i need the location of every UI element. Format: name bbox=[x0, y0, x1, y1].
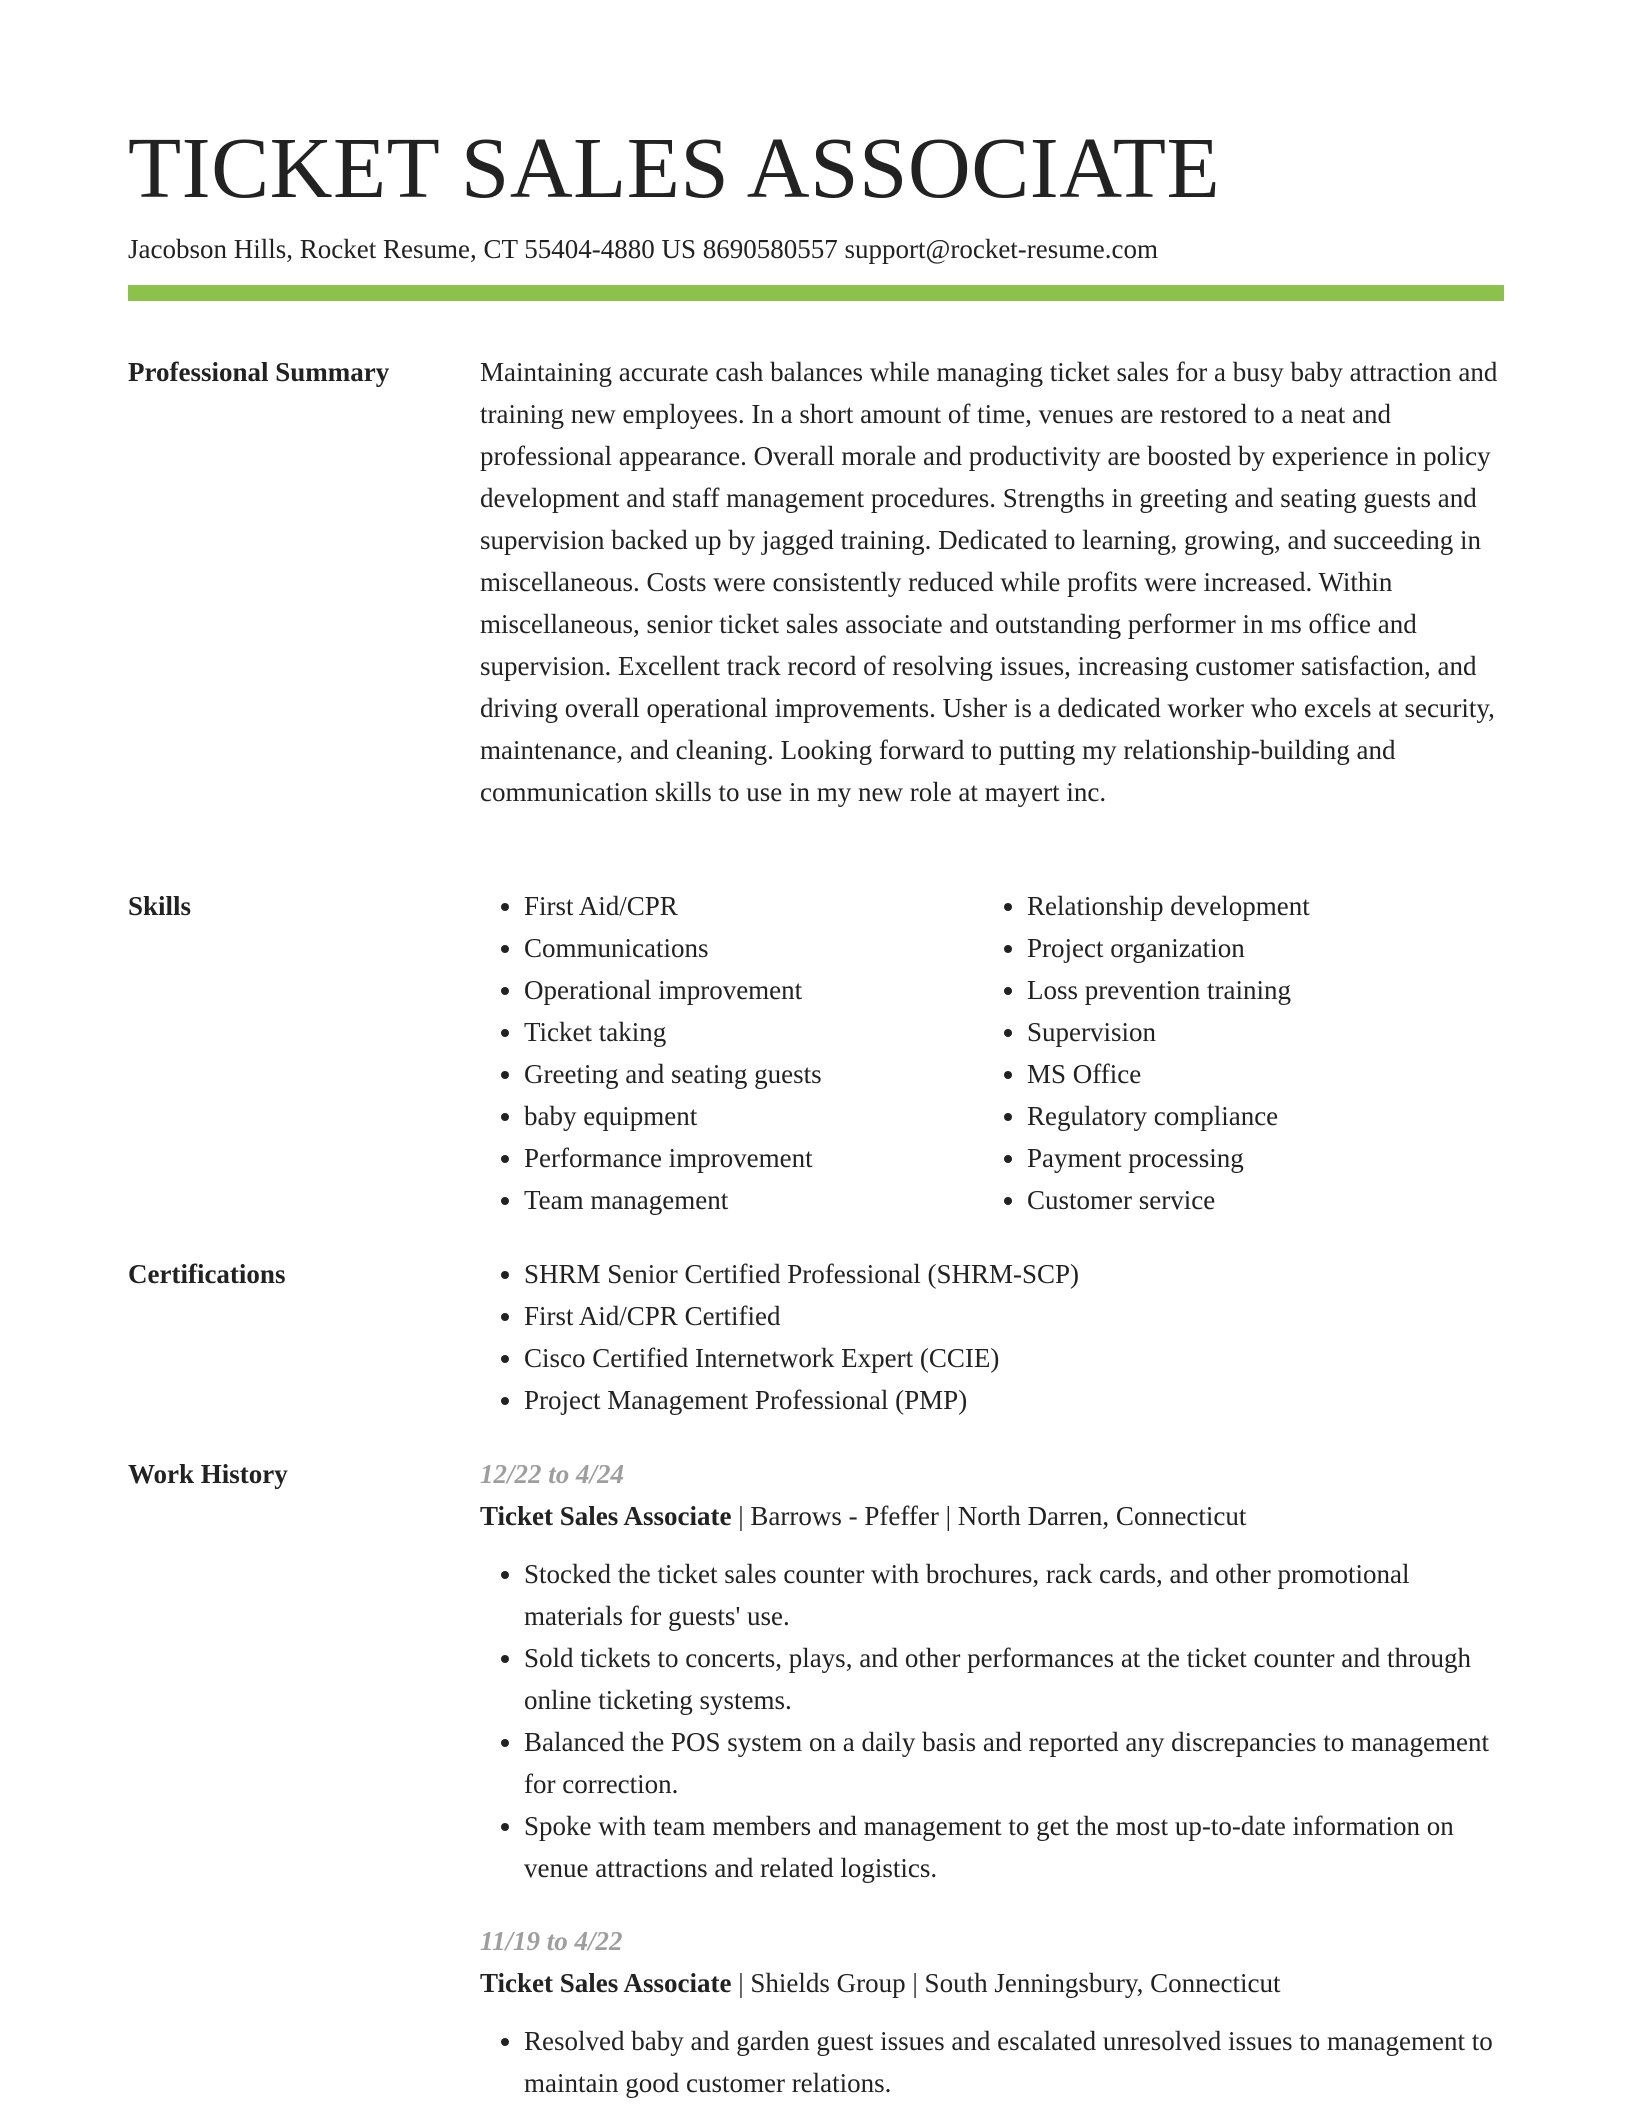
skill-item: • First Aid/CPR bbox=[524, 885, 960, 927]
job-bullet-list bbox=[480, 1553, 1504, 1889]
skill-item: • Communications bbox=[524, 927, 960, 969]
job-dates: 12/22 to 4/24 bbox=[480, 1459, 625, 1489]
skill-item: • Loss prevention training bbox=[1027, 969, 1463, 1011]
work-history-heading: Work History bbox=[128, 1459, 288, 1489]
job-bullet-list bbox=[480, 2020, 1504, 2104]
job-bullet: • Balanced the POS system on a daily basis and reported any discrepancies to management for correction. bbox=[524, 1721, 1504, 1805]
skill-item: • Greeting and seating guests bbox=[524, 1053, 960, 1095]
job-bullet: • Spoke with team members and management to get the most up-to-date information on venue attractions and related logistics. bbox=[524, 1805, 1504, 1889]
job-bullet: • Stocked the ticket sales counter with brochures, rack cards, and other promotional materials for guests' use. bbox=[524, 1553, 1504, 1637]
certifications-heading: Certifications bbox=[128, 1259, 286, 1289]
job-bullet: • Resolved baby and garden guest issues and escalated unresolved issues to management to maintain good customer relations. bbox=[524, 2020, 1504, 2104]
skill-item: • Performance improvement bbox=[524, 1137, 960, 1179]
certification-item: • First Aid/CPR Certified bbox=[524, 1295, 1504, 1337]
header-divider bbox=[128, 285, 1504, 301]
certification-item: • SHRM Senior Certified Professional (SHRM-SCP) bbox=[524, 1253, 1504, 1295]
job-employer-location: | Barrows - Pfeffer | North Darren, Connecticut bbox=[731, 1501, 1247, 1531]
skills-heading: Skills bbox=[128, 891, 192, 921]
skills-column-left bbox=[480, 885, 960, 1221]
skills-column-right bbox=[983, 885, 1463, 1221]
contact-line: Jacobson Hills, Rocket Resume, CT 55404-4880 US 8690580557 support@rocket-resume.com bbox=[128, 234, 1158, 264]
skill-item: • Customer service bbox=[1027, 1179, 1463, 1221]
certification-item: • Cisco Certified Internetwork Expert (CCIE) bbox=[524, 1337, 1504, 1379]
skill-item: • baby equipment bbox=[524, 1095, 960, 1137]
skill-item: • Team management bbox=[524, 1179, 960, 1221]
resume-title: TICKET SALES ASSOCIATE bbox=[128, 119, 1221, 216]
skill-item: • Payment processing bbox=[1027, 1137, 1463, 1179]
skill-item: • Ticket taking bbox=[524, 1011, 960, 1053]
skill-item: • Relationship development bbox=[1027, 885, 1463, 927]
summary-text: Maintaining accurate cash balances while managing ticket sales for a busy baby attraction and training new employees. In a short amount of time, venues are restored to a neat and professional appearance. Overall morale and productivity are boosted by experience in policy development and staff management procedures. Strengths in greeting and seating guests and supervision backed up by jagged training. Dedicated to learning, growing, and succeeding in miscellaneous. Costs were consistently reduced while profits were increased. Within miscellaneous, senior ticket sales associate and outstanding performer in ms office and supervision. Excellent track record of resolving issues, increasing customer satisfaction, and driving overall operational improvements. Usher is a dedicated worker who excels at security, maintenance, and cleaning. Looking forward to putting my relationship-building and communication skills to use in my new role at mayert inc. bbox=[480, 357, 1498, 807]
skill-item: • MS Office bbox=[1027, 1053, 1463, 1095]
job-bullet: • Sold tickets to concerts, plays, and other performances at the ticket counter and through online ticketing systems. bbox=[524, 1637, 1504, 1721]
skill-item: • Project organization bbox=[1027, 927, 1463, 969]
job-entry bbox=[480, 1453, 1504, 1889]
job-heading bbox=[480, 1495, 1504, 1537]
skill-item: • Supervision bbox=[1027, 1011, 1463, 1053]
job-title: Ticket Sales Associate bbox=[480, 1501, 732, 1531]
job-employer-location: | Shields Group | South Jenningsbury, Connecticut bbox=[731, 1968, 1281, 1998]
job-dates: 11/19 to 4/22 bbox=[480, 1926, 623, 1956]
certification-item: • Project Management Professional (PMP) bbox=[524, 1379, 1504, 1421]
skill-item: • Operational improvement bbox=[524, 969, 960, 1011]
job-heading bbox=[480, 1962, 1504, 2004]
skill-item: • Regulatory compliance bbox=[1027, 1095, 1463, 1137]
summary-heading: Professional Summary bbox=[128, 357, 390, 387]
job-title: Ticket Sales Associate bbox=[480, 1968, 732, 1998]
